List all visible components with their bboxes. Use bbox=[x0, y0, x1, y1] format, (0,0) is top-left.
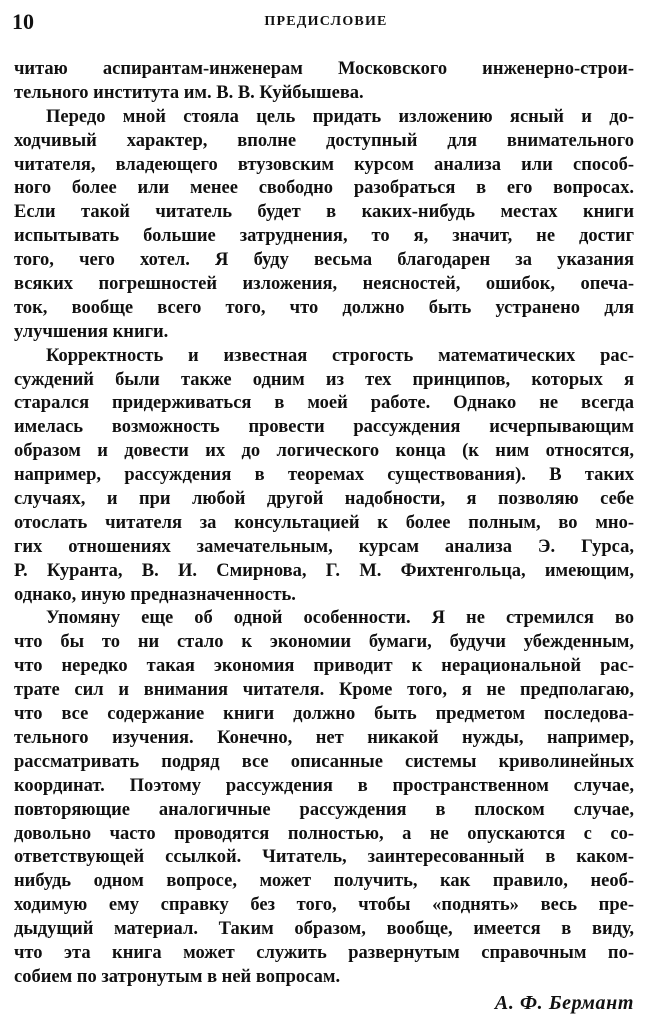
text-line: нибудь одном вопросе, может получить, как правило, необ- bbox=[14, 871, 634, 892]
text-line: гих отношениях замечательным, курсам анализа Э. Гурса, bbox=[14, 536, 634, 557]
text-line: имелась возможность провести рассуждения исчерпывающим bbox=[14, 417, 634, 438]
text-line: Корректность и известная строгость математических рас- bbox=[46, 345, 634, 366]
text-line: повторяющие аналогичные рассуждения в плоском случае, bbox=[14, 799, 634, 820]
text-line: однако, иную предназначенность. bbox=[14, 584, 296, 605]
text-line: ходчивый характер, вполне доступный для внимательного bbox=[14, 130, 634, 151]
text-line: улучшения книги. bbox=[14, 321, 169, 342]
text-line: старался придерживаться в моей работе. Однако не всегда bbox=[14, 393, 634, 414]
text-line: довольно часто проводятся полностью, а не опускаются с со- bbox=[14, 823, 634, 844]
text-line: ного более или менее свободно разобраться в его вопросах. bbox=[14, 178, 634, 199]
text-line: собием по затронутым в ней вопросам. bbox=[14, 966, 341, 987]
text-line: образом и довести их до логического конца (к ним относятся, bbox=[14, 441, 634, 462]
text-line: тельного изучения. Конечно, нет никакой нужды, например, bbox=[14, 727, 634, 748]
text-line: тельного института им. В. В. Куйбышева. bbox=[14, 82, 364, 103]
author-signature: А. Ф. Бермант bbox=[494, 992, 634, 1014]
text-line: ходимую ему справку без того, чтобы «поднять» весь пре- bbox=[14, 895, 634, 916]
text-line: того, чего хотел. Я буду весьма благодарен за указания bbox=[14, 250, 634, 271]
running-head: ПРЕДИСЛОВИЕ bbox=[264, 14, 388, 29]
page-number: 10 bbox=[12, 9, 34, 34]
text-line: что нередко такая экономия приводит к нерациональной рас- bbox=[14, 656, 634, 677]
text-line: Упомяну еще об одной особенности. Я не стремился во bbox=[46, 608, 634, 629]
paragraph bbox=[14, 58, 634, 106]
text-line: случаях, и при любой другой надобности, я позволяю себе bbox=[14, 489, 634, 510]
text-line: например, рассуждения в теоремах существования). В таких bbox=[14, 465, 634, 486]
text-line: ответствующей ссылкой. Читатель, заинтересованный в каком- bbox=[14, 847, 634, 868]
text-line: дыдущий материал. Таким образом, вообще, имеется в виду, bbox=[14, 919, 634, 940]
text-line: читателя, владеющего втузовским курсом анализа или способ- bbox=[14, 154, 634, 175]
text-line: Если такой читатель будет в каких-нибудь местах книги bbox=[14, 202, 634, 223]
text-line: испытывать большие затруднения, то я, значит, не достиг bbox=[14, 226, 634, 247]
text-line: что бы то ни стало к экономии бумаги, будучи убежденным, bbox=[14, 632, 634, 653]
text-line: ток, вообще всего того, что должно быть устранено для bbox=[14, 297, 634, 318]
text-line: координат. Поэтому рассуждения в пространственном случае, bbox=[14, 775, 634, 796]
paragraph bbox=[14, 345, 634, 608]
paragraph bbox=[14, 106, 634, 345]
text-line: что эта книга может служить развернутым справочным по- bbox=[14, 942, 634, 963]
text-line: суждений были также одним из тех принципов, которых я bbox=[14, 369, 634, 390]
paragraph bbox=[14, 607, 634, 989]
text-line: Р. Куранта, В. И. Смирнова, Г. М. Фихтенгольца, имеющим, bbox=[14, 560, 634, 581]
text-line: трате сил и внимания читателя. Кроме того, я не предполагаю, bbox=[14, 680, 634, 701]
text-line: отослать читателя за консультацией к более полным, во мно- bbox=[14, 512, 634, 533]
text-line: читаю аспирантам-инженерам Московского инженерно-строи- bbox=[14, 59, 634, 79]
text-line: всяких погрешностей изложения, неясностей, ошибок, опеча- bbox=[14, 274, 634, 295]
text-line: Передо мной стояла цель придать изложению ясный и до- bbox=[46, 106, 634, 127]
preface-body bbox=[14, 58, 634, 990]
text-line: что все содержание книги должно быть предметом последова- bbox=[14, 704, 634, 725]
text-line: рассматривать подряд все описанные системы криволинейных bbox=[14, 751, 634, 772]
